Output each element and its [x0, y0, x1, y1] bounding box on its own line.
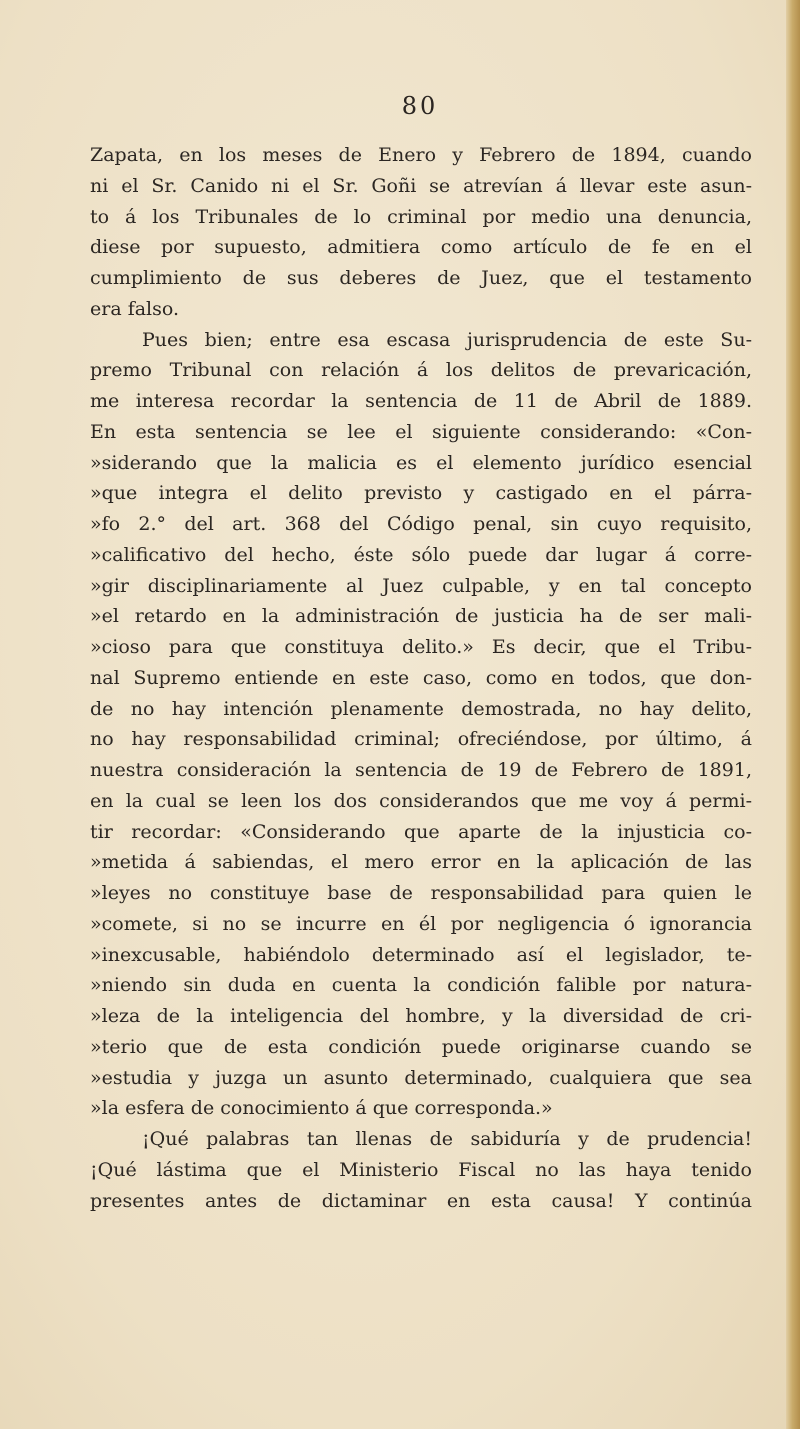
text-line: Zapata, en los meses de Enero y Febrero de 1894, cuando: [90, 144, 752, 166]
text-line: en la cual se leen los dos considerandos que me voy á permi-: [90, 789, 752, 812]
text-line: me interesa recordar la sentencia de 11 de Abril de 1889.: [90, 390, 752, 412]
body-text: [90, 140, 752, 1216]
text-line: »fo 2.° del art. 368 del Código penal, sin cuyo requisito,: [90, 513, 752, 535]
text-line: to á los Tribunales de lo criminal por medio una denuncia,: [90, 205, 752, 228]
text-line: »el retardo en la administración de justicia ha de ser mali-: [90, 605, 752, 628]
text-line: »siderando que la malicia es el elemento jurídico esencial: [90, 451, 752, 474]
text-line: Pues bien; entre esa escasa jurisprudencia de este Su-: [142, 328, 752, 351]
text-line: diese por supuesto, admitiera como artículo de fe en el: [90, 236, 752, 259]
text-line: era falso.: [90, 297, 180, 320]
text-line: »gir disciplinariamente al Juez culpable, y en tal concepto: [90, 574, 752, 597]
text-line: tir recordar: «Considerando que aparte de la injusticia co-: [90, 820, 752, 843]
text-line: ¡Qué lástima que el Ministerio Fiscal no las haya tenido: [90, 1158, 752, 1181]
text-line: de no hay intención plenamente demostrada, no hay delito,: [90, 697, 752, 720]
page-edge: [786, 0, 800, 1429]
text-line: »terio que de esta condición puede originarse cuando se: [90, 1035, 752, 1058]
text-line: »estudia y juzga un asunto determinado, cualquiera que sea: [90, 1066, 752, 1089]
text-line: premo Tribunal con relación á los delitos de prevaricación,: [90, 359, 752, 382]
page-number: 80: [401, 92, 439, 120]
text-line: En esta sentencia se lee el siguiente considerando: «Con-: [90, 420, 752, 443]
text-line: »comete, si no se incurre en él por negligencia ó ignorancia: [90, 912, 752, 935]
text-line: »calificativo del hecho, éste sólo puede dar lugar á corre-: [90, 543, 752, 566]
text-line: nuestra consideración la sentencia de 19 de Febrero de 1891,: [90, 759, 752, 781]
text-line: presentes antes de dictaminar en esta causa! Y continúa: [90, 1189, 752, 1212]
text-line: »que integra el delito previsto y castigado en el párra-: [90, 482, 752, 505]
text-line: cumplimiento de sus deberes de Juez, que el testamento: [90, 267, 752, 289]
text-line: »niendo sin duda en cuenta la condición falible por natura-: [90, 974, 752, 997]
text-line: »cioso para que constituya delito.» Es decir, que el Tribu-: [90, 636, 752, 658]
text-line: »inexcusable, habiéndolo determinado así el legislador, te-: [90, 943, 752, 966]
text-line: nal Supremo entiende en este caso, como en todos, que don-: [90, 666, 752, 689]
text-line: »la esfera de conocimiento á que corresponda.»: [90, 1097, 553, 1120]
text-line: ¡Qué palabras tan llenas de sabiduría y de prudencia!: [142, 1128, 752, 1150]
text-line: ni el Sr. Canido ni el Sr. Goñi se atrevían á llevar este asun-: [90, 174, 752, 197]
text-line: »leza de la inteligencia del hombre, y la diversidad de cri-: [90, 1005, 752, 1027]
text-line: »leyes no constituye base de responsabilidad para quien le: [90, 882, 752, 904]
text-line: »metida á sabiendas, el mero error en la aplicación de las: [90, 851, 752, 874]
text-line: no hay responsabilidad criminal; ofreciéndose, por último, á: [90, 728, 752, 751]
